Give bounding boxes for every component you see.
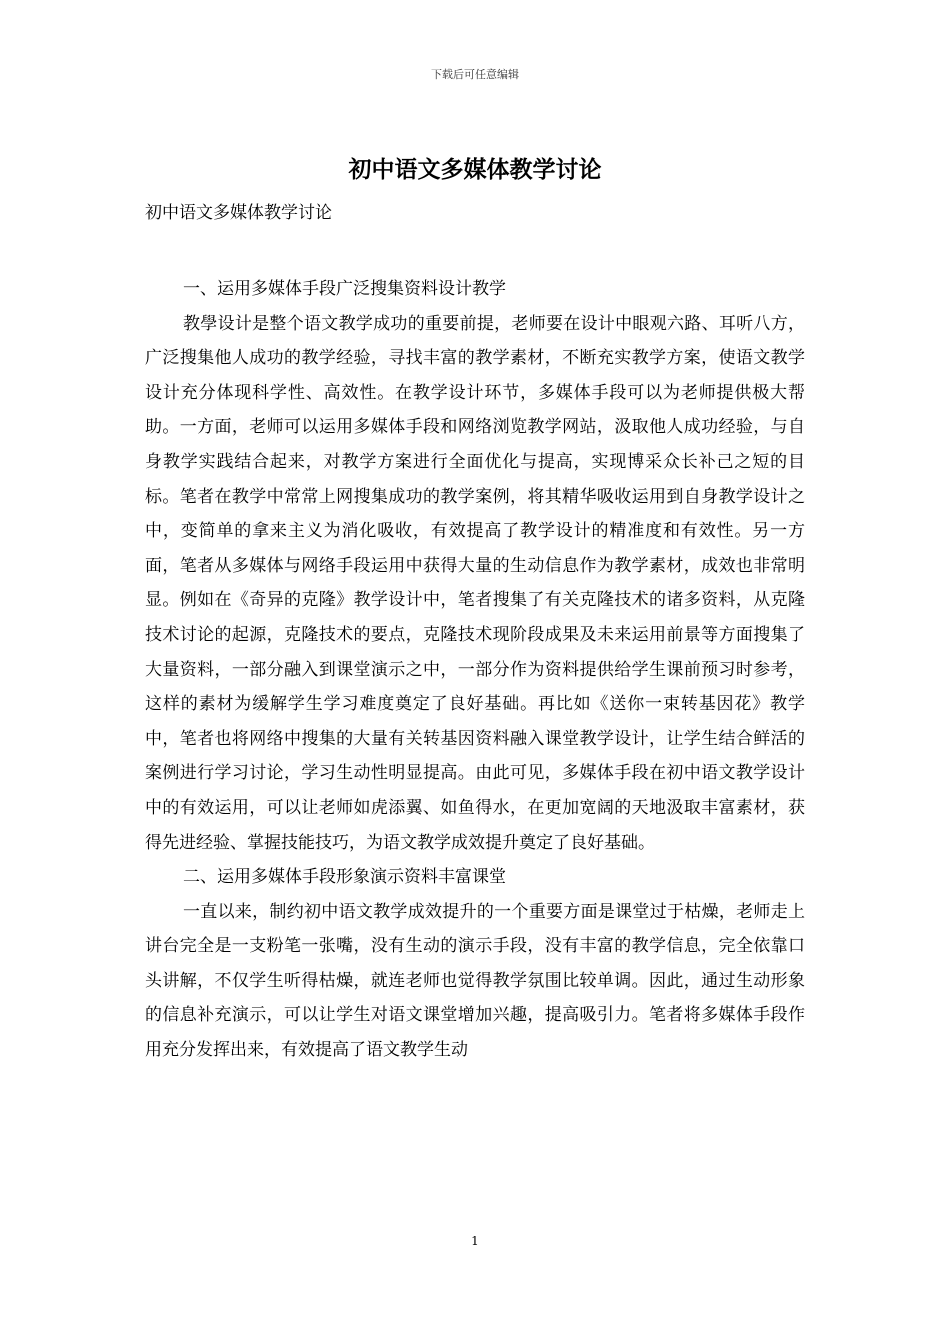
section-heading-1: 一、运用多媒体手段广泛搜集资料设计教学	[183, 279, 506, 299]
header-note: 下载后可任意编辑	[431, 68, 519, 81]
page-number: 1	[471, 1234, 479, 1248]
document-title: 初中语文多媒体教学讨论	[348, 156, 602, 183]
section-heading-2: 二、运用多媒体手段形象演示资料丰富课堂	[183, 867, 506, 888]
body-paragraph-1: 教學设计是整个语文教学成功的重要前提，老师要在设计中眼观六路、耳听八方，广泛搜集他人成功的教学经验，寻找丰富的教学素材，不断充实教学方案，使语文教学设计充分体现科学性、高效性。在教学设计环节，多媒体手段可以为老师提供极大帮助。一方面，老师可以运用多媒体手段和网络浏览教学网站，汲取他人成功经验，与自身教学实践结合起来，对教学方案进行全面优化与提高，实现博采众长补己之短的目标。笔者在教学中常常上网搜集成功的教学案例，将其精华吸收运用到自身教学设计之中，变简单的拿来主义为消化吸收，有效提高了教学设计的精准度和有效性。另一方面，笔者从多媒体与网络手段运用中获得大量的生动信息作为教学素材，成效也非常明显。例如在《奇异的克隆》教学设计中，笔者搜集了有关克隆技术的诸多资料，从克隆技术讨论的起源，克隆技术的要点，克隆技术现阶段成果及未来运用前景等方面搜集了大量资料，一部分融入到课堂演示之中，一部分作为资料提供给学生课前预习时参考，这样的素材为缓解学生学习难度奠定了良好基础。再比如《送你一束转基因花》教学中，笔者也将网络中搜集的大量有关转基因资料融入课堂教学设计，让学生结合鲜活的案例进行学习讨论，学习生动性明显提高。由此可见，多媒体手段在初中语文教学设计中的有效运用，可以让老师如虎添翼、如鱼得水，在更加宽阔的天地汲取丰富素材，获得先进经验、掌握技能技巧，为语文教学成效提升奠定了良好基础。	[145, 313, 805, 853]
document-body	[145, 272, 805, 1068]
document-subtitle: 初中语文多媒体教学讨论	[145, 203, 332, 223]
body-paragraph-2: 一直以来，制约初中语文教学成效提升的一个重要方面是课堂过于枯燥，老师走上讲台完全是一支粉笔一张嘴，没有生动的演示手段，没有丰富的教学信息，完全依靠口头讲解，不仅学生听得枯燥，就连老师也觉得教学氛围比较单调。因此，通过生动形象的信息补充演示，可以让学生对语文课堂增加兴趣，提高吸引力。笔者将多媒体手段作用充分发挥出来，有效提高了语文教学生动	[145, 901, 805, 1061]
